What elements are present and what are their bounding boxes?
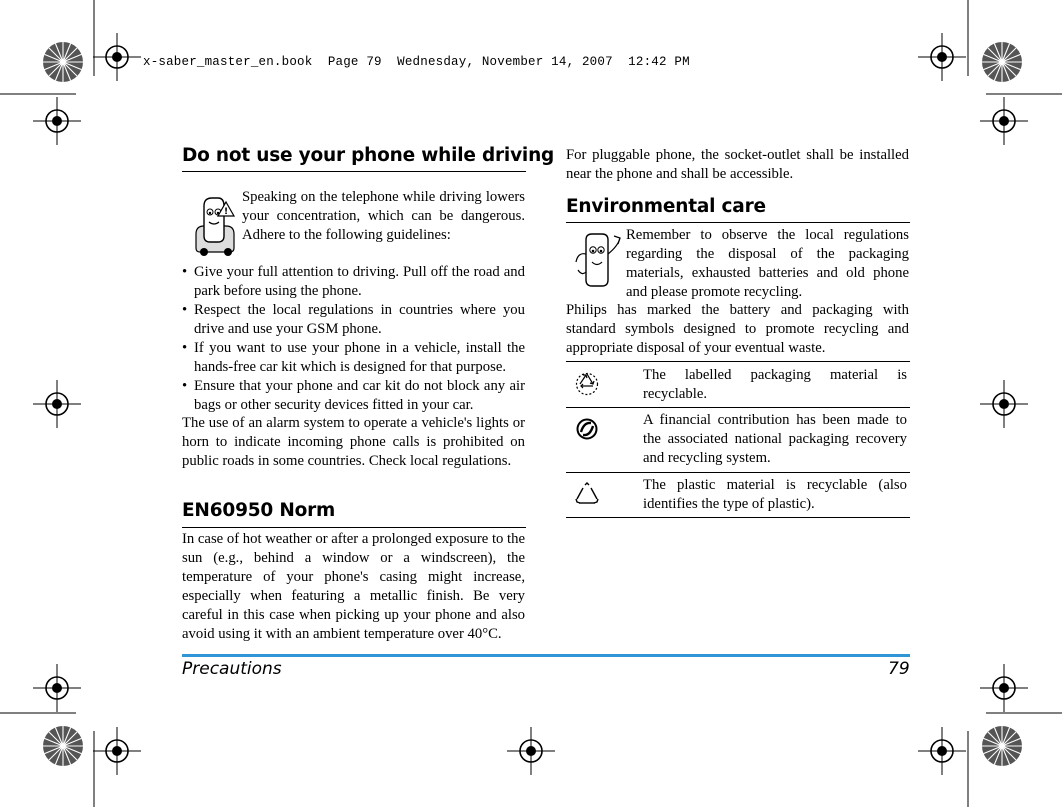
heading-rule — [566, 222, 910, 223]
alarm-paragraph: The use of an alarm system to operate a vehicle's lights or horn to indicate incoming phone calls is prohibited on public roads in some countries. Check local regulations. — [182, 415, 525, 469]
heading-rule — [182, 527, 526, 528]
page-number: 79 — [888, 659, 910, 679]
footer-rule — [182, 654, 910, 657]
list-item — [182, 301, 525, 339]
bullet-glyph: • — [182, 378, 188, 394]
book-header-line: x-saber_master_en.book Page 79 Wednesday, November 14, 2007 12:42 PM — [143, 55, 690, 69]
list-item — [182, 263, 525, 301]
bullet-text: Give your full attention to driving. Pull off the road and park before using the phone. — [194, 264, 525, 299]
footer-section-title: Precautions — [182, 659, 282, 679]
list-item — [182, 377, 525, 415]
svg-text:!: ! — [223, 207, 229, 217]
bullet-glyph: • — [182, 302, 188, 318]
table-rule — [566, 517, 910, 518]
phone-driving-car-icon — [192, 196, 236, 256]
remember-paragraph: Remember to observe the local regulations regarding the disposal of the packaging materials, exhausted batteries and old phone and please promote recycling. — [626, 227, 909, 300]
plastic-triangle-icon — [574, 482, 600, 506]
norm-paragraph: In case of hot weather or after a prolonged exposure to the sun (e.g., behind a window or a windscreen), the temperature of your phone's casing might increase, especially when featuring a metallic finish. Be very careful in this case when picking up your phone and also avoid using it with an ambient temperature over 40°C. — [182, 531, 525, 642]
philips-paragraph: Philips has marked the battery and packaging with standard symbols designed to promote recycling and appropriate disposal of your eventual waste. — [566, 302, 909, 356]
recycle-arrows-icon — [575, 372, 599, 396]
driving-intro: Speaking on the telephone while driving lowers your concentration, which can be dangerous. Adhere to the following guidelines: — [242, 189, 525, 243]
green-dot-icon — [576, 418, 598, 440]
phone-recycling-mascot-icon — [574, 232, 622, 290]
symbol-recyclable-text: The labelled packaging material is recyclable. — [643, 367, 907, 402]
list-item — [182, 339, 525, 377]
heading-driving: Do not use your phone while driving — [182, 145, 555, 166]
table-rule — [566, 407, 910, 408]
bullet-text: If you want to use your phone in a vehicle, install the hands-free car kit which is designed for that purpose. — [194, 340, 525, 375]
table-rule — [566, 472, 910, 473]
table-rule — [566, 361, 910, 362]
heading-rule — [182, 171, 526, 172]
heading-en60950: EN60950 Norm — [182, 500, 336, 521]
bullet-text: Ensure that your phone and car kit do not block any air bags or other security devices fitted in your car. — [194, 378, 525, 413]
bullet-text: Respect the local regulations in countries where you drive and use your GSM phone. — [194, 302, 525, 337]
symbol-green-dot-text: A financial contribution has been made to the associated national packaging recovery and recycling system. — [643, 412, 907, 466]
symbol-plastic-text: The plastic material is recyclable (also identifies the type of plastic). — [643, 477, 907, 512]
bullet-glyph: • — [182, 340, 188, 356]
pluggable-paragraph: For pluggable phone, the socket-outlet shall be installed near the phone and shall be accessible. — [566, 147, 909, 182]
heading-environmental-care: Environmental care — [566, 196, 766, 217]
bullet-glyph: • — [182, 264, 188, 280]
